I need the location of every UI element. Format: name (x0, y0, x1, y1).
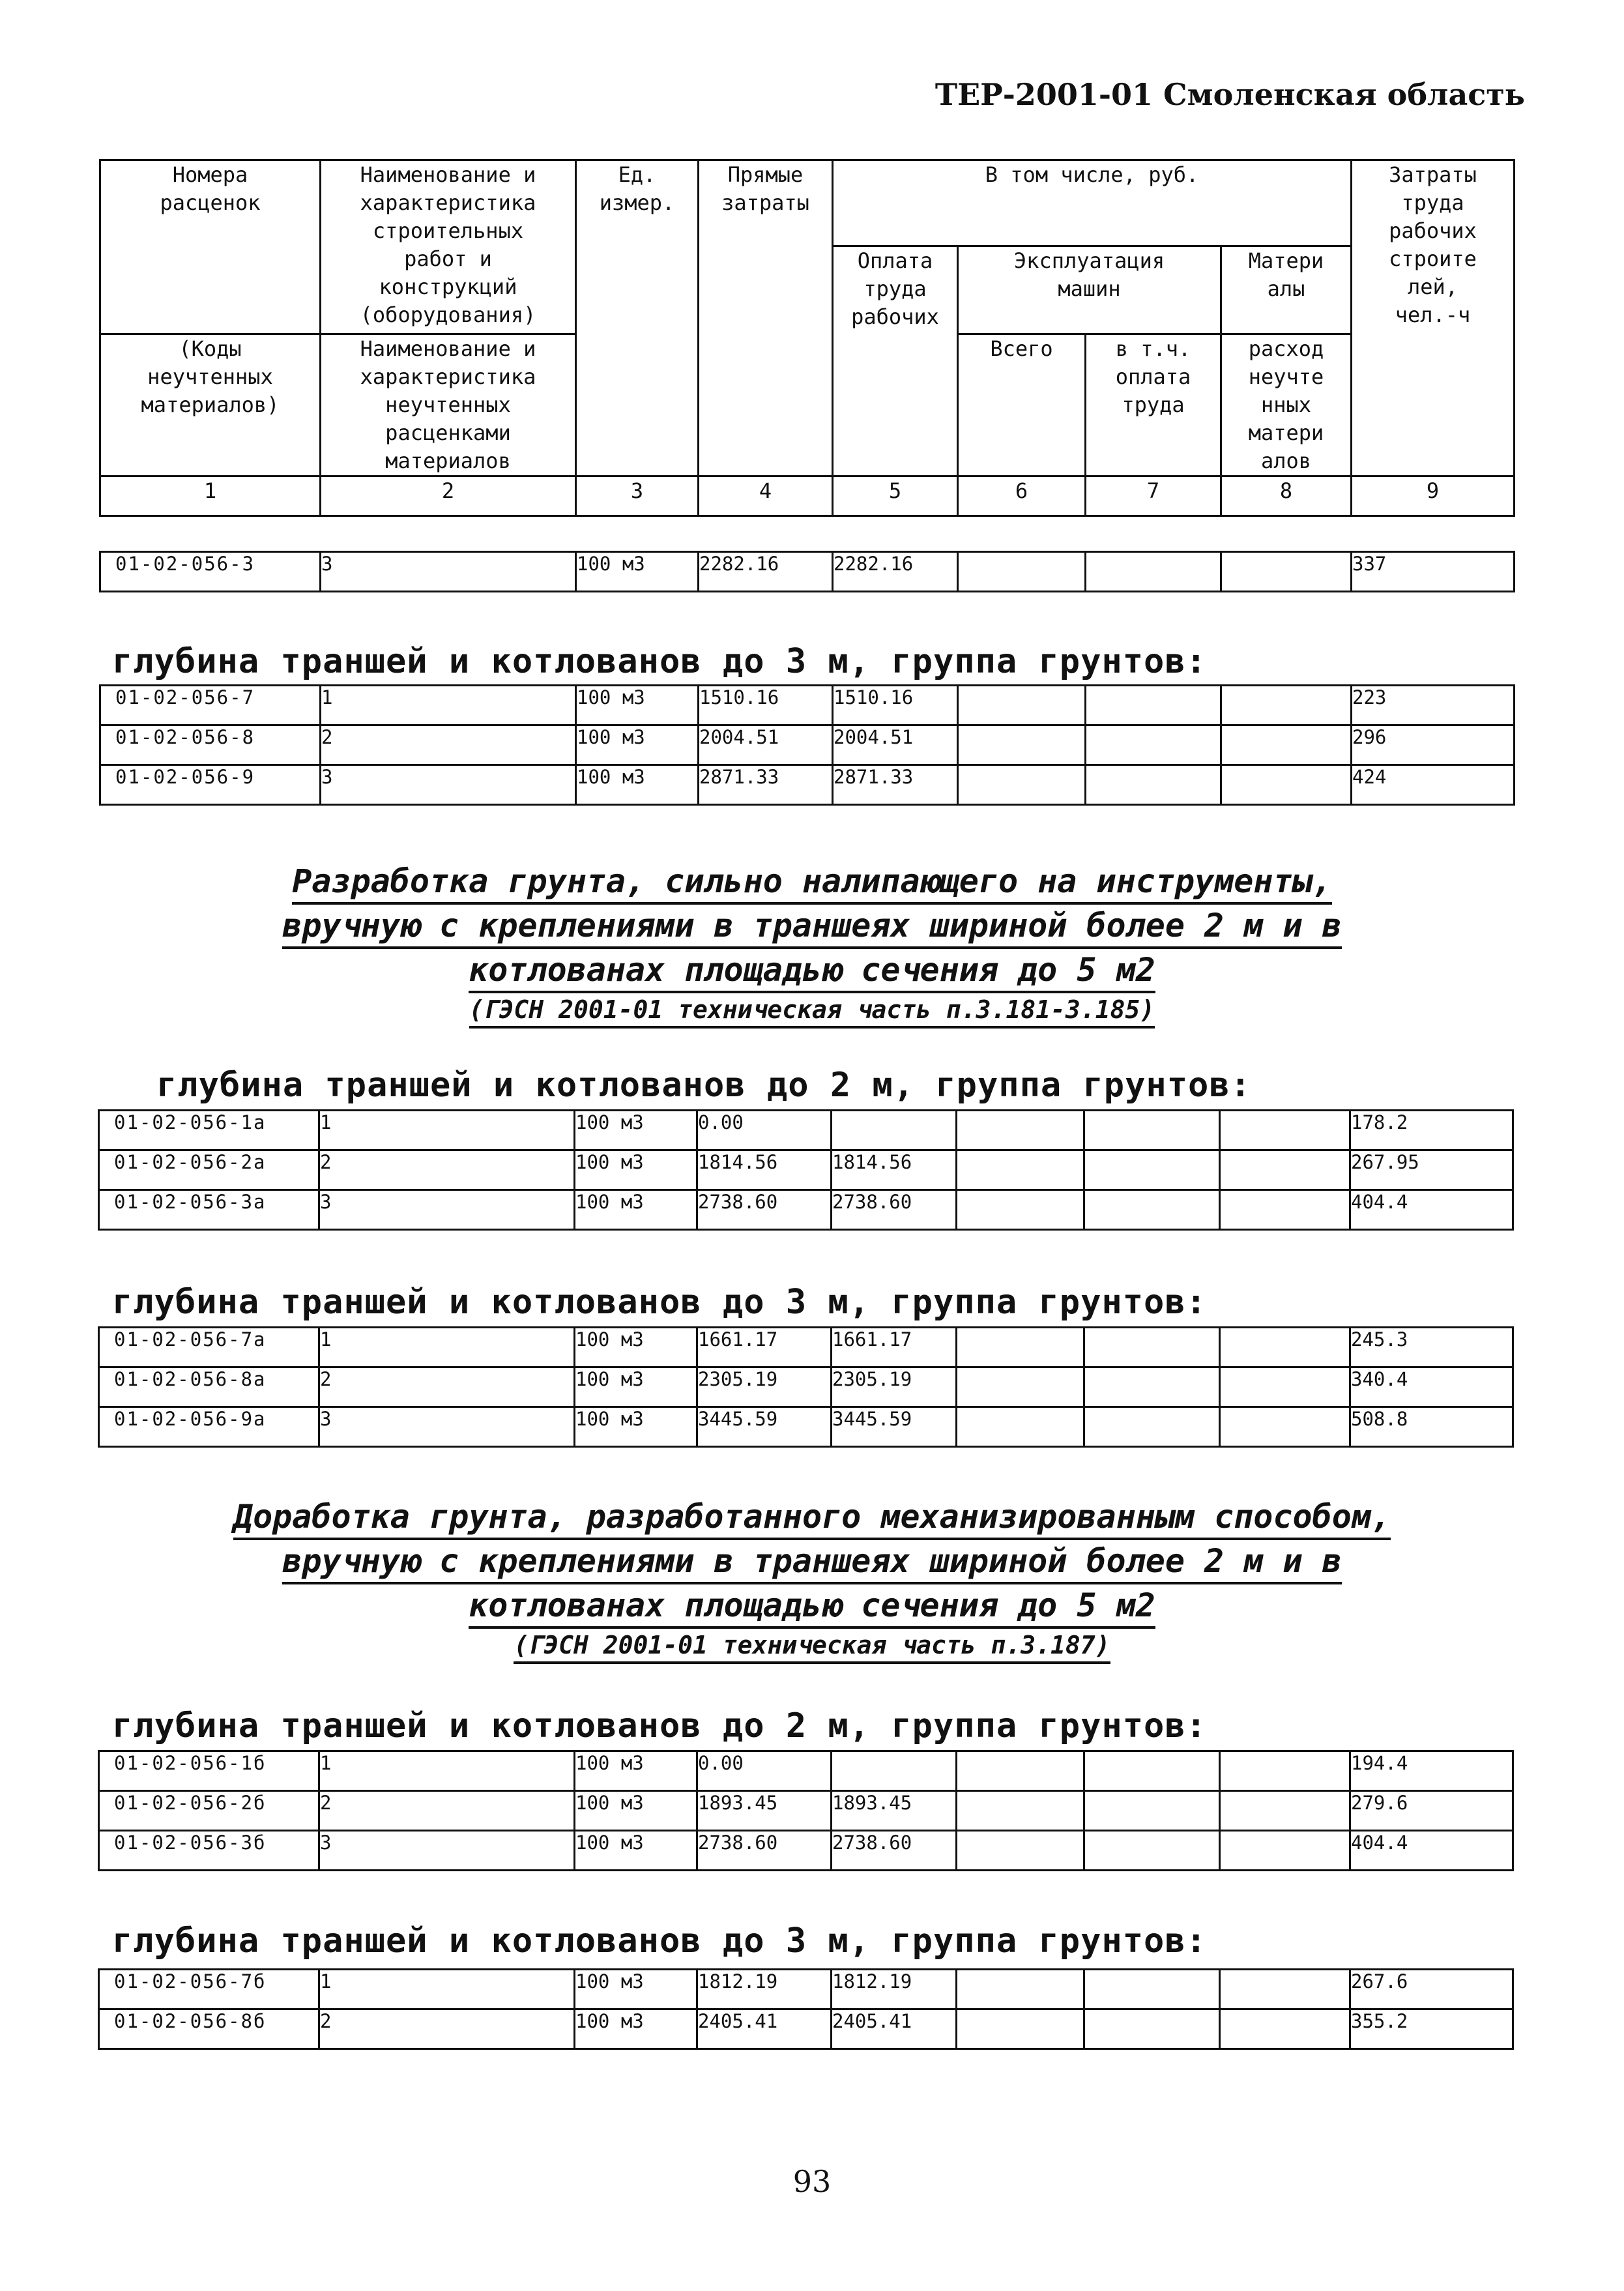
rates-table-5 (98, 1968, 1514, 2050)
group-heading-4: глубина траншей и котлованов до 2 м, группа грунтов: (112, 1706, 1207, 1745)
rate-code-cell: 01-02-056-8а (99, 1367, 319, 1407)
table-row (99, 1150, 1513, 1190)
materials-cell (1220, 1111, 1350, 1150)
group-heading-5: глубина траншей и котлованов до 3 м, группа грунтов: (112, 1921, 1207, 1961)
rates-table-3 (98, 1326, 1514, 1448)
header-unaccounted-codes: (Коды неучтенных материалов) (100, 334, 321, 476)
machines-total-cell (957, 1367, 1084, 1407)
labor-pay-cell: 1661.17 (832, 1328, 957, 1367)
labor-pay-cell: 1510.16 (833, 686, 958, 725)
page-number: 93 (792, 2164, 832, 2199)
man-hours-cell: 355.2 (1350, 2009, 1513, 2049)
machines-labor-cell (1086, 686, 1221, 725)
header-rate-numbers: Номера расценок (100, 160, 321, 334)
unit-cell: 100 м3 (575, 1111, 697, 1150)
rate-code-cell: 01-02-056-7 (100, 686, 321, 725)
unit-cell: 100 м3 (575, 1150, 697, 1190)
direct-costs-cell: 0.00 (697, 1111, 832, 1150)
machines-labor-cell (1084, 2009, 1220, 2049)
soil-group-cell: 2 (321, 725, 576, 765)
group-heading-3: глубина траншей и котлованов до 3 м, группа грунтов: (112, 1283, 1207, 1322)
rate-code-cell: 01-02-056-2а (99, 1150, 319, 1190)
man-hours-cell: 404.4 (1350, 1831, 1513, 1871)
materials-cell (1221, 765, 1352, 805)
labor-pay-cell: 2738.60 (832, 1831, 957, 1871)
machines-total-cell (957, 1751, 1084, 1791)
machines-total-cell (957, 1328, 1084, 1367)
direct-costs-cell: 1812.19 (697, 1970, 832, 2009)
rates-grid (99, 684, 1515, 806)
unit-cell: 100 м3 (576, 552, 699, 592)
labor-pay-cell: 2871.33 (833, 765, 958, 805)
direct-costs-cell: 2871.33 (699, 765, 833, 805)
table-row (99, 1190, 1513, 1230)
machines-total-cell (957, 1150, 1084, 1190)
machines-labor-cell (1084, 1367, 1220, 1407)
direct-costs-cell: 2738.60 (697, 1190, 832, 1230)
rate-code-cell: 01-02-056-8 (100, 725, 321, 765)
materials-cell (1220, 1150, 1350, 1190)
materials-cell (1221, 686, 1352, 725)
column-numbers-row: 1 2 3 4 5 6 7 8 9 (100, 476, 1515, 516)
labor-pay-cell (832, 1751, 957, 1791)
materials-cell (1220, 1367, 1350, 1407)
direct-costs-cell: 2738.60 (697, 1831, 832, 1871)
materials-cell (1220, 1751, 1350, 1791)
soil-group-cell: 2 (319, 1150, 575, 1190)
machines-total-cell (957, 1190, 1084, 1230)
unit-cell: 100 м3 (575, 1190, 697, 1230)
machines-total-cell (958, 725, 1086, 765)
table-row (100, 725, 1515, 765)
rate-code-cell: 01-02-056-1б (99, 1751, 319, 1791)
unit-cell: 100 м3 (575, 1367, 697, 1407)
header-machines-labor: в т.ч. оплата труда (1086, 334, 1221, 476)
direct-costs-cell: 1510.16 (699, 686, 833, 725)
table-row (100, 686, 1515, 725)
section-title-2: Доработка грунта, разработанного механизированным способом, вручную с креплениями в траншеях шириной более 2 м и в котлованах площадью сечения до 5 м2 (ГЭСН 2001-01 техническая часть п.3.187) (0, 1496, 1624, 1664)
unit-cell: 100 м3 (576, 686, 699, 725)
section-title-1: Разработка грунта, сильно налипающего на инструменты, вручную с креплениями в траншеях шириной более 2 м и в котлованах площадью сечения до 5 м2 (ГЭСН 2001-01 техническая часть п.3.181-3.185) (0, 860, 1624, 1029)
soil-group-cell: 3 (321, 552, 576, 592)
labor-pay-cell: 2738.60 (832, 1190, 957, 1230)
group-heading-1: глубина траншей и котлованов до 3 м, группа грунтов: (112, 642, 1207, 681)
soil-group-cell: 3 (321, 765, 576, 805)
header-unaccounted-materials: Наименование и характеристика неучтенных расценками материалов (321, 334, 576, 476)
soil-group-cell: 2 (319, 1791, 575, 1831)
direct-costs-cell: 2405.41 (697, 2009, 832, 2049)
rate-code-cell: 01-02-056-2б (99, 1791, 319, 1831)
man-hours-cell: 296 (1352, 725, 1515, 765)
man-hours-cell: 178.2 (1350, 1111, 1513, 1150)
man-hours-cell: 245.3 (1350, 1328, 1513, 1367)
table-row (99, 1791, 1513, 1831)
table-row (100, 552, 1515, 592)
labor-pay-cell: 1893.45 (832, 1791, 957, 1831)
rates-table-1 (99, 684, 1515, 806)
direct-costs-cell: 1814.56 (697, 1150, 832, 1190)
machines-labor-cell (1084, 1150, 1220, 1190)
rate-code-cell: 01-02-056-8б (99, 2009, 319, 2049)
header-materials: Матери алы (1221, 246, 1352, 334)
machines-total-cell (957, 1970, 1084, 2009)
rate-code-cell: 01-02-056-3 (100, 552, 321, 592)
labor-pay-cell: 2405.41 (832, 2009, 957, 2049)
man-hours-cell: 223 (1352, 686, 1515, 725)
rates-grid (98, 1750, 1514, 1871)
man-hours-cell: 508.8 (1350, 1407, 1513, 1447)
machines-total-cell (958, 765, 1086, 805)
machines-labor-cell (1084, 1407, 1220, 1447)
machines-labor-cell (1084, 1751, 1220, 1791)
materials-cell (1220, 1970, 1350, 2009)
unit-cell: 100 м3 (575, 2009, 697, 2049)
table-row (99, 2009, 1513, 2049)
machines-labor-cell (1084, 1970, 1220, 2009)
labor-pay-cell: 2305.19 (832, 1367, 957, 1407)
table-row (99, 1328, 1513, 1367)
rates-grid (99, 551, 1515, 592)
soil-group-cell: 3 (319, 1190, 575, 1230)
machines-total-cell (957, 1111, 1084, 1150)
direct-costs-cell: 2282.16 (699, 552, 833, 592)
header-machines-total: Всего (958, 334, 1086, 476)
rate-code-cell: 01-02-056-7а (99, 1328, 319, 1367)
machines-labor-cell (1084, 1328, 1220, 1367)
direct-costs-cell: 3445.59 (697, 1407, 832, 1447)
soil-group-cell: 1 (319, 1328, 575, 1367)
rates-table-0 (99, 551, 1515, 592)
machines-labor-cell (1084, 1111, 1220, 1150)
man-hours-cell: 279.6 (1350, 1791, 1513, 1831)
labor-pay-cell (832, 1111, 957, 1150)
soil-group-cell: 3 (319, 1407, 575, 1447)
materials-cell (1221, 725, 1352, 765)
man-hours-cell: 194.4 (1350, 1751, 1513, 1791)
rate-code-cell: 01-02-056-3а (99, 1190, 319, 1230)
soil-group-cell: 1 (321, 686, 576, 725)
header-work-name: Наименование и характеристика строительных работ и конструкций (оборудования) (321, 160, 576, 334)
machines-total-cell (957, 1407, 1084, 1447)
page-header: ТЕР-2001-01 Смоленская область (935, 77, 1525, 112)
rate-code-cell: 01-02-056-9 (100, 765, 321, 805)
labor-pay-cell: 2004.51 (833, 725, 958, 765)
machines-total-cell (957, 1791, 1084, 1831)
man-hours-cell: 340.4 (1350, 1367, 1513, 1407)
machines-total-cell (957, 2009, 1084, 2049)
table-row (99, 1407, 1513, 1447)
labor-pay-cell: 3445.59 (832, 1407, 957, 1447)
rates-grid (98, 1326, 1514, 1448)
soil-group-cell: 2 (319, 2009, 575, 2049)
unit-cell: 100 м3 (575, 1791, 697, 1831)
group-heading-2: глубина траншей и котлованов до 2 м, группа грунтов: (156, 1066, 1251, 1105)
rates-grid (98, 1109, 1514, 1231)
header-machines: Эксплуатация машин (958, 246, 1221, 334)
machines-labor-cell (1086, 725, 1221, 765)
materials-cell (1220, 1791, 1350, 1831)
man-hours-cell: 337 (1352, 552, 1515, 592)
materials-cell (1220, 1831, 1350, 1871)
rates-table-4 (98, 1750, 1514, 1871)
machines-total-cell (957, 1831, 1084, 1871)
materials-cell (1220, 1328, 1350, 1367)
unit-cell: 100 м3 (575, 1831, 697, 1871)
direct-costs-cell: 1661.17 (697, 1328, 832, 1367)
unit-cell: 100 м3 (575, 1328, 697, 1367)
man-hours-cell: 267.95 (1350, 1150, 1513, 1190)
rates-grid (98, 1968, 1514, 2050)
unit-cell: 100 м3 (575, 1751, 697, 1791)
rates-table-2 (98, 1109, 1514, 1231)
header-labor-pay: Оплата труда рабочих (833, 246, 958, 476)
labor-pay-cell: 2282.16 (833, 552, 958, 592)
rate-code-cell: 01-02-056-9а (99, 1407, 319, 1447)
labor-pay-cell: 1814.56 (832, 1150, 957, 1190)
soil-group-cell: 3 (319, 1831, 575, 1871)
machines-labor-cell (1086, 765, 1221, 805)
unit-cell: 100 м3 (575, 1970, 697, 2009)
rate-code-cell: 01-02-056-7б (99, 1970, 319, 2009)
materials-cell (1220, 2009, 1350, 2049)
column-header-table (99, 159, 1515, 517)
materials-cell (1220, 1407, 1350, 1447)
table-row (99, 1367, 1513, 1407)
rate-code-cell: 01-02-056-1а (99, 1111, 319, 1150)
rate-code-cell: 01-02-056-3б (99, 1831, 319, 1871)
soil-group-cell: 1 (319, 1970, 575, 2009)
materials-cell (1220, 1190, 1350, 1230)
machines-labor-cell (1084, 1190, 1220, 1230)
header-unit: Ед. измер. (576, 160, 699, 476)
machines-labor-cell (1086, 552, 1221, 592)
man-hours-cell: 267.6 (1350, 1970, 1513, 2009)
direct-costs-cell: 0.00 (697, 1751, 832, 1791)
machines-total-cell (958, 552, 1086, 592)
unit-cell: 100 м3 (576, 765, 699, 805)
direct-costs-cell: 2305.19 (697, 1367, 832, 1407)
table-row (100, 765, 1515, 805)
unit-cell: 100 м3 (575, 1407, 697, 1447)
man-hours-cell: 404.4 (1350, 1190, 1513, 1230)
unit-cell: 100 м3 (576, 725, 699, 765)
machines-total-cell (958, 686, 1086, 725)
table-row (99, 1751, 1513, 1791)
machines-labor-cell (1084, 1791, 1220, 1831)
materials-cell (1221, 552, 1352, 592)
table-row (99, 1831, 1513, 1871)
soil-group-cell: 1 (319, 1751, 575, 1791)
header-labor-costs: Затраты труда рабочих строите лей, чел.-ч (1352, 160, 1515, 476)
direct-costs-cell: 1893.45 (697, 1791, 832, 1831)
direct-costs-cell: 2004.51 (699, 725, 833, 765)
man-hours-cell: 424 (1352, 765, 1515, 805)
header-including: В том числе, руб. (833, 160, 1352, 246)
machines-labor-cell (1084, 1831, 1220, 1871)
soil-group-cell: 2 (319, 1367, 575, 1407)
header-direct-costs: Прямые затраты (699, 160, 833, 476)
labor-pay-cell: 1812.19 (832, 1970, 957, 2009)
soil-group-cell: 1 (319, 1111, 575, 1150)
table-row (99, 1111, 1513, 1150)
header-materials-consumption: расход неучте нных матери алов (1221, 334, 1352, 476)
table-row (99, 1970, 1513, 2009)
